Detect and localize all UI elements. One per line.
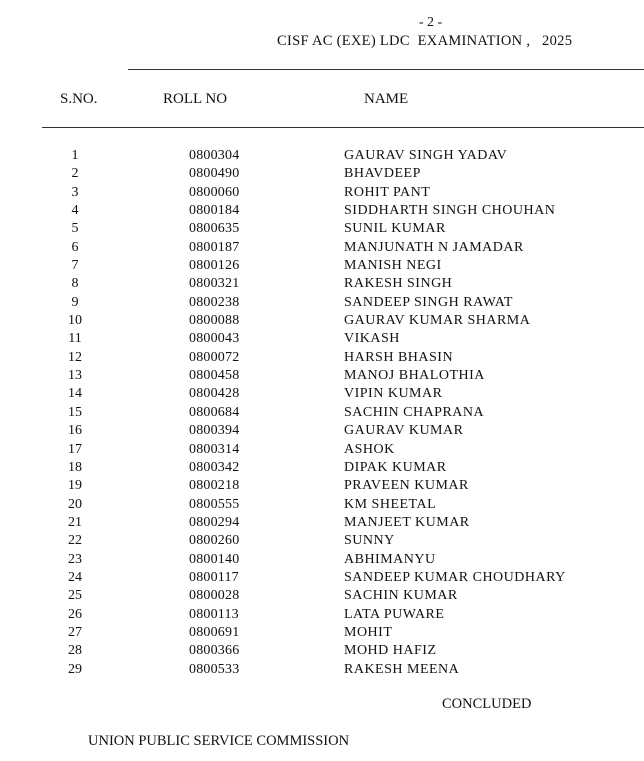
serial-number-cell: 13 <box>68 368 82 384</box>
column-header-sno: S.NO. <box>60 91 98 107</box>
table-row <box>0 349 644 367</box>
roll-number-cell: 0800218 <box>189 478 240 494</box>
table-row <box>0 587 644 605</box>
roll-number-cell: 0800428 <box>189 386 240 402</box>
candidate-name-cell: RAKESH MEENA <box>344 661 460 677</box>
table-row <box>0 496 644 514</box>
serial-number-cell: 15 <box>68 404 82 420</box>
serial-number-cell: 10 <box>68 313 82 329</box>
roll-number-cell: 0800490 <box>189 166 240 182</box>
serial-number-cell: 17 <box>68 441 82 457</box>
roll-number-cell: 0800635 <box>189 221 240 237</box>
roll-number-cell: 0800113 <box>189 606 239 622</box>
table-row <box>0 477 644 495</box>
table-row <box>0 642 644 660</box>
candidate-name-cell: GAURAV KUMAR SHARMA <box>344 313 531 329</box>
roll-number-cell: 0800043 <box>189 331 240 347</box>
table-row <box>0 514 644 532</box>
serial-number-cell: 14 <box>68 386 82 402</box>
candidate-name-cell: SIDDHARTH SINGH CHOUHAN <box>344 203 556 219</box>
table-row <box>0 661 644 679</box>
roll-number-cell: 0800294 <box>189 514 240 530</box>
candidate-name-cell: MANJUNATH N JAMADAR <box>344 239 524 255</box>
serial-number-cell: 24 <box>68 569 82 585</box>
serial-number-cell: 11 <box>68 331 82 347</box>
table-row <box>0 275 644 293</box>
candidate-name-cell: VIKASH <box>344 331 400 347</box>
roll-number-cell: 0800126 <box>189 258 240 274</box>
table-row <box>0 624 644 642</box>
table-row <box>0 257 644 275</box>
serial-number-cell: 27 <box>68 624 82 640</box>
candidate-name-cell: ROHIT PANT <box>344 184 431 200</box>
roll-number-cell: 0800140 <box>189 551 240 567</box>
table-row <box>0 385 644 403</box>
table-row <box>0 551 644 569</box>
serial-number-cell: 6 <box>71 239 79 255</box>
serial-number-cell: 8 <box>71 276 79 292</box>
header-divider <box>42 127 644 128</box>
serial-number-cell: 2 <box>71 166 79 182</box>
roll-number-cell: 0800028 <box>189 588 240 604</box>
candidate-name-cell: HARSH BHASIN <box>344 349 454 365</box>
serial-number-cell: 29 <box>68 661 82 677</box>
candidate-name-cell: PRAVEEN KUMAR <box>344 478 469 494</box>
roll-number-cell: 0800533 <box>189 661 240 677</box>
roll-number-cell: 0800187 <box>189 239 240 255</box>
table-row <box>0 239 644 257</box>
table-row <box>0 441 644 459</box>
roll-number-cell: 0800684 <box>189 404 240 420</box>
candidate-name-cell: GAURAV SINGH YADAV <box>344 148 508 163</box>
table-row <box>0 202 644 220</box>
serial-number-cell: 21 <box>68 514 82 530</box>
roll-number-cell: 0800088 <box>189 313 240 329</box>
serial-number-cell: 19 <box>68 478 82 494</box>
candidate-name-cell: LATA PUWARE <box>344 606 445 622</box>
candidate-name-cell: SACHIN CHAPRANA <box>344 404 485 420</box>
roll-number-cell: 0800260 <box>189 533 240 549</box>
serial-number-cell: 1 <box>71 148 79 163</box>
table-row <box>0 184 644 202</box>
table-row <box>0 569 644 587</box>
candidate-name-cell: SANDEEP SINGH RAWAT <box>344 294 513 310</box>
column-header-name: NAME <box>364 91 409 107</box>
roll-number-cell: 0800060 <box>189 184 240 200</box>
candidate-name-cell: GAURAV KUMAR <box>344 423 464 439</box>
table-row <box>0 532 644 550</box>
serial-number-cell: 9 <box>71 294 79 310</box>
serial-number-cell: 16 <box>68 423 82 439</box>
table-row <box>0 147 644 165</box>
concluded-label: CONCLUDED <box>442 696 532 712</box>
candidate-name-cell: SACHIN KUMAR <box>344 588 458 604</box>
roll-number-cell: 0800184 <box>189 203 240 219</box>
roll-number-cell: 0800304 <box>189 148 240 163</box>
serial-number-cell: 3 <box>71 184 79 200</box>
candidate-name-cell: MANOJ BHALOTHIA <box>344 368 485 384</box>
table-row <box>0 165 644 183</box>
page-number: - 2 - <box>418 15 443 30</box>
serial-number-cell: 12 <box>68 349 82 365</box>
candidate-name-cell: MOHIT <box>344 624 393 640</box>
table-row <box>0 459 644 477</box>
roll-number-cell: 0800366 <box>189 643 240 659</box>
commission-name: UNION PUBLIC SERVICE COMMISSION <box>88 733 350 749</box>
candidate-name-cell: SUNIL KUMAR <box>344 221 446 237</box>
candidate-name-cell: MOHD HAFIZ <box>344 643 437 659</box>
serial-number-cell: 22 <box>68 533 82 549</box>
serial-number-cell: 28 <box>68 643 82 659</box>
table-row <box>0 606 644 624</box>
table-row <box>0 294 644 312</box>
roll-number-cell: 0800555 <box>189 496 240 512</box>
roll-number-cell: 0800238 <box>189 294 240 310</box>
candidate-name-cell: VIPIN KUMAR <box>344 386 443 402</box>
candidate-name-cell: RAKESH SINGH <box>344 276 453 292</box>
serial-number-cell: 18 <box>68 459 82 475</box>
candidate-name-cell: MANJEET KUMAR <box>344 514 470 530</box>
roll-number-cell: 0800342 <box>189 459 240 475</box>
top-divider <box>128 69 644 70</box>
candidate-name-cell: KM SHEETAL <box>344 496 437 512</box>
serial-number-cell: 7 <box>71 258 79 274</box>
serial-number-cell: 26 <box>68 606 82 622</box>
exam-title: CISF AC (EXE) LDC EXAMINATION , 2025 <box>277 33 573 49</box>
candidate-name-cell: MANISH NEGI <box>344 258 442 274</box>
column-header-roll-no: ROLL NO <box>163 91 228 107</box>
candidate-name-cell: SANDEEP KUMAR CHOUDHARY <box>344 569 566 585</box>
roll-number-cell: 0800314 <box>189 441 240 457</box>
serial-number-cell: 23 <box>68 551 82 567</box>
roll-number-cell: 0800394 <box>189 423 240 439</box>
serial-number-cell: 5 <box>71 221 79 237</box>
table-row <box>0 330 644 348</box>
results-table-body <box>0 147 644 679</box>
table-row <box>0 312 644 330</box>
roll-number-cell: 0800321 <box>189 276 240 292</box>
table-row <box>0 422 644 440</box>
candidate-name-cell: ASHOK <box>344 441 395 457</box>
candidate-name-cell: SUNNY <box>344 533 395 549</box>
roll-number-cell: 0800117 <box>189 569 239 585</box>
candidate-name-cell: BHAVDEEP <box>344 166 421 182</box>
serial-number-cell: 25 <box>68 588 82 604</box>
candidate-name-cell: DIPAK KUMAR <box>344 459 447 475</box>
roll-number-cell: 0800072 <box>189 349 240 365</box>
table-row <box>0 404 644 422</box>
serial-number-cell: 20 <box>68 496 82 512</box>
table-row <box>0 367 644 385</box>
candidate-name-cell: ABHIMANYU <box>344 551 436 567</box>
serial-number-cell: 4 <box>71 203 79 219</box>
roll-number-cell: 0800458 <box>189 368 240 384</box>
table-row <box>0 220 644 238</box>
roll-number-cell: 0800691 <box>189 624 240 640</box>
